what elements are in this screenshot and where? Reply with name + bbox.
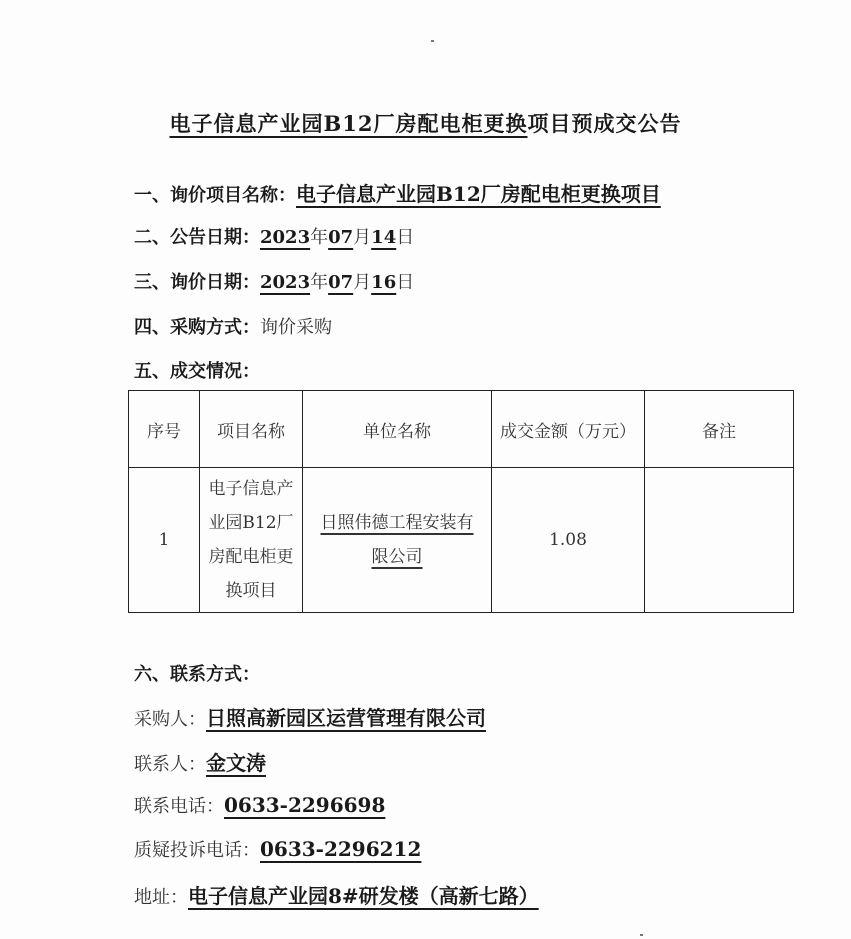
address-line [134,880,539,909]
scan-speck [431,40,434,42]
section5-label: 五、成交情况： [134,361,260,382]
announce-day: 14 [371,227,397,248]
cell-unit [303,468,492,613]
project-line: 业园B12厂 [208,513,294,533]
buyer-value: 日照高新园区运营管理有限公司 [206,706,486,730]
section-project-name [134,178,661,207]
section-deal-status [134,357,260,383]
unit-line: 限公司 [371,547,423,567]
cell-project [200,468,303,613]
project-name-value: 电子信息产业园B12厂房配电柜更换项目 [296,182,661,206]
buyer-label: 采购人： [134,709,206,730]
inquiry-day: 16 [371,272,397,293]
day-unit: 日 [396,272,415,293]
phone-label: 联系电话： [134,796,224,817]
person-value: 金文涛 [206,751,266,775]
section4-label: 四、采购方式： [134,317,260,338]
unit-line: 日照伟德工程安装有 [320,513,474,533]
month-unit: 月 [353,272,372,293]
announce-month: 07 [328,227,354,248]
title-underlined: 电子信息产业园B12厂房配电柜更换 [169,111,528,136]
section-contact [134,660,260,686]
address-label: 地址： [134,887,188,908]
table-header-row [129,391,794,468]
cell-index: 1 [129,468,200,613]
inquiry-month: 07 [328,272,354,293]
year-unit: 年 [310,227,329,248]
day-unit: 日 [396,227,415,248]
person-label: 联系人： [134,754,206,775]
complaint-label: 质疑投诉电话： [134,840,260,861]
person-line [134,747,266,776]
complaint-value: 0633-2296212 [260,837,422,861]
header-unit: 单位名称 [303,391,492,468]
section3-label: 三、询价日期： [134,272,260,293]
address-value: 电子信息产业园8#研发楼（高新七路） [188,884,539,908]
title-rest: 项目预成交公告 [527,111,682,136]
table-row [129,468,794,613]
section-inquiry-date [134,268,414,294]
header-index: 序号 [129,391,200,468]
page-title [0,108,851,138]
section6-label: 六、联系方式： [134,664,260,685]
inquiry-year: 2023 [260,272,311,293]
section1-label: 一、询价项目名称： [134,185,296,206]
month-unit: 月 [353,227,372,248]
section-announce-date [134,223,414,249]
buyer-line [134,702,486,731]
project-line: 电子信息产 [208,479,294,499]
scan-speck [640,934,643,936]
project-line: 换项目 [225,581,277,601]
section2-label: 二、公告日期： [134,227,260,248]
cell-amount: 1.08 [492,468,645,613]
project-line: 房配电柜更 [208,547,294,567]
phone-line [134,792,385,818]
purchase-method-value: 询价采购 [260,317,332,338]
deal-table [128,390,794,613]
header-project: 项目名称 [200,391,303,468]
cell-remark [645,468,794,613]
complaint-line [134,836,421,862]
year-unit: 年 [310,272,329,293]
announce-year: 2023 [260,227,311,248]
header-amount: 成交金额（万元） [492,391,645,468]
header-remark: 备注 [645,391,794,468]
section-purchase-method [134,313,332,339]
phone-value: 0633-2296698 [224,793,386,817]
